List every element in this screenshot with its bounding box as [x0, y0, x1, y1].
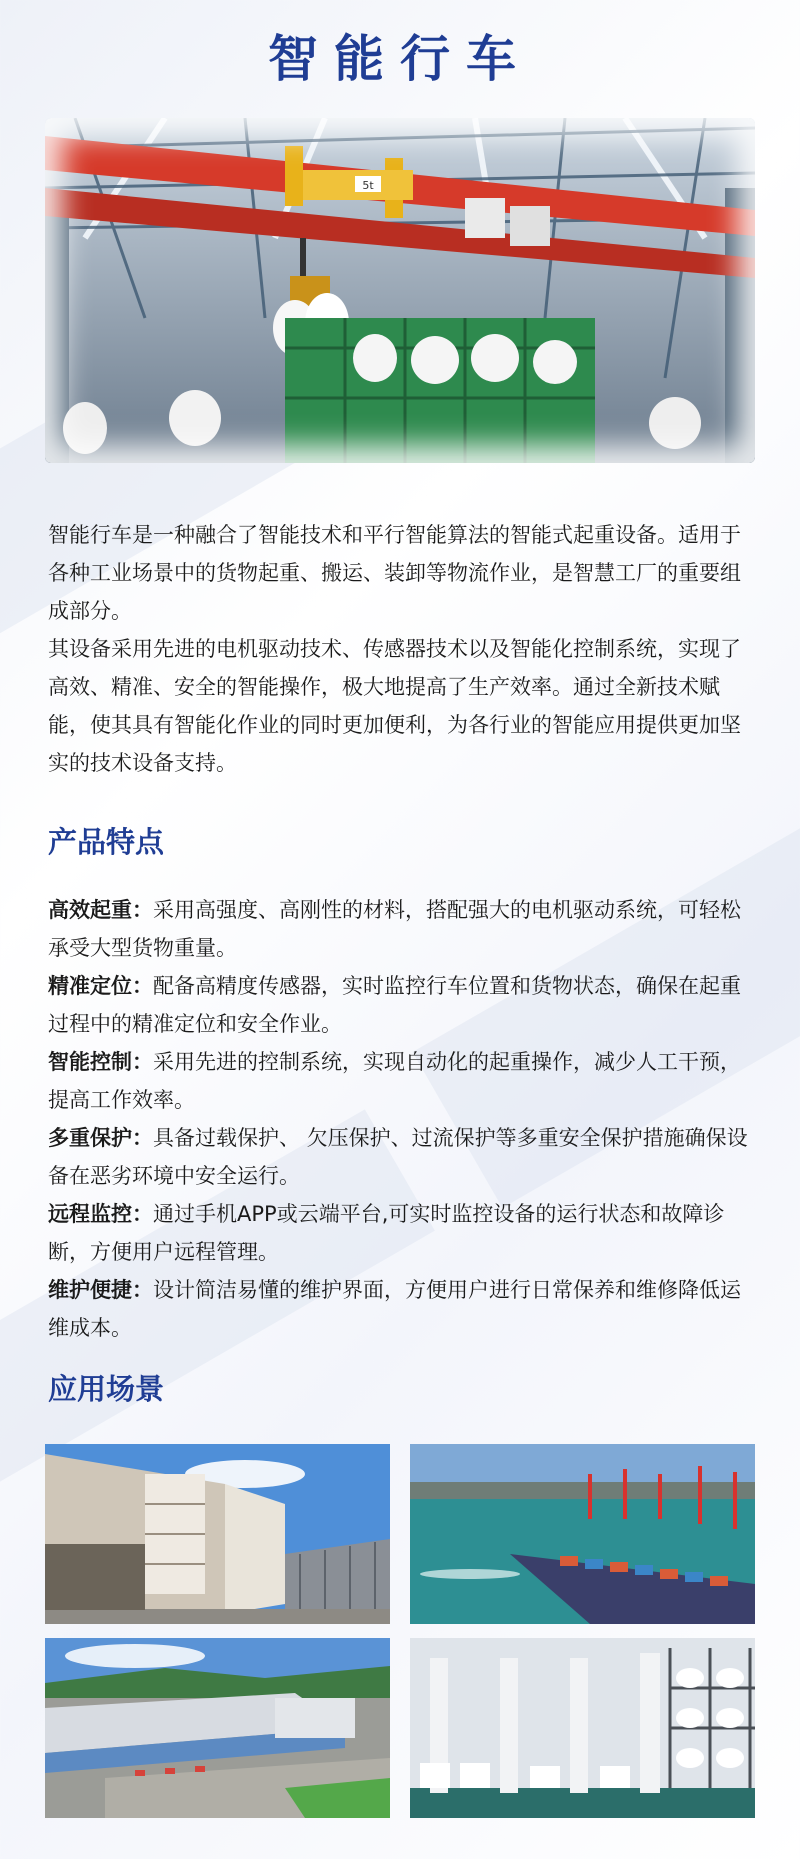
feature-label: 智能控制：	[48, 1050, 153, 1074]
feature-text: 通过手机APP或云端平台,可实时监控设备的运行状态和故障诊断，方便用户远程管理。	[48, 1202, 725, 1264]
hero-image	[45, 118, 755, 463]
feature-item	[48, 1271, 760, 1347]
scenario-image-industrial-park	[45, 1638, 390, 1818]
features-list	[48, 891, 760, 1347]
intro-paragraph: 智能行车是一种融合了智能技术和平行智能算法的智能式起重设备。适用于各种工业场景中的货物起重、搬运、装卸等物流作业，是智慧工厂的重要组成部分。	[48, 523, 741, 623]
scenario-image-port	[410, 1444, 755, 1624]
feature-label: 多重保护：	[48, 1126, 153, 1150]
intro-paragraph: 其设备采用先进的电机驱动技术、传感器技术以及智能化控制系统，实现了高效、精准、安全的智能操作，极大地提高了生产效率。通过全新技术赋能，使其具有智能化作业的同时更加便利，为各行业的智能应用提供更加坚实的技术设备支持。	[48, 637, 741, 775]
feature-item	[48, 967, 760, 1043]
scenarios-heading: 应用场景	[48, 1372, 165, 1406]
feature-item	[48, 1043, 760, 1119]
feature-text: 设计简洁易懂的维护界面，方便用户进行日常保养和维修降低运维成本。	[48, 1278, 741, 1340]
svg-text:5t: 5t	[362, 179, 374, 192]
scenario-image-warehouse	[410, 1638, 755, 1818]
feature-item	[48, 1119, 760, 1195]
feature-text: 采用先进的控制系统，实现自动化的起重操作，减少人工干预，提高工作效率。	[48, 1050, 741, 1112]
feature-label: 维护便捷：	[48, 1278, 153, 1302]
feature-item	[48, 891, 760, 967]
feature-label: 高效起重：	[48, 898, 153, 922]
feature-text: 配备高精度传感器，实时监控行车位置和货物状态，确保在起重过程中的精准定位和安全作业。	[48, 974, 741, 1036]
feature-label: 远程监控：	[48, 1202, 153, 1226]
feature-text: 具备过载保护、 欠压保护、过流保护等多重安全保护措施确保设备在恶劣环境中安全运行。	[48, 1126, 748, 1188]
features-heading: 产品特点	[48, 825, 165, 859]
page-title: 智能行车	[268, 30, 532, 88]
intro-section	[48, 516, 758, 782]
feature-label: 精准定位：	[48, 974, 153, 998]
feature-item	[48, 1195, 760, 1271]
feature-text: 采用高强度、高刚性的材料，搭配强大的电机驱动系统，可轻松承受大型货物重量。	[48, 898, 741, 960]
scenario-image-factory	[45, 1444, 390, 1624]
